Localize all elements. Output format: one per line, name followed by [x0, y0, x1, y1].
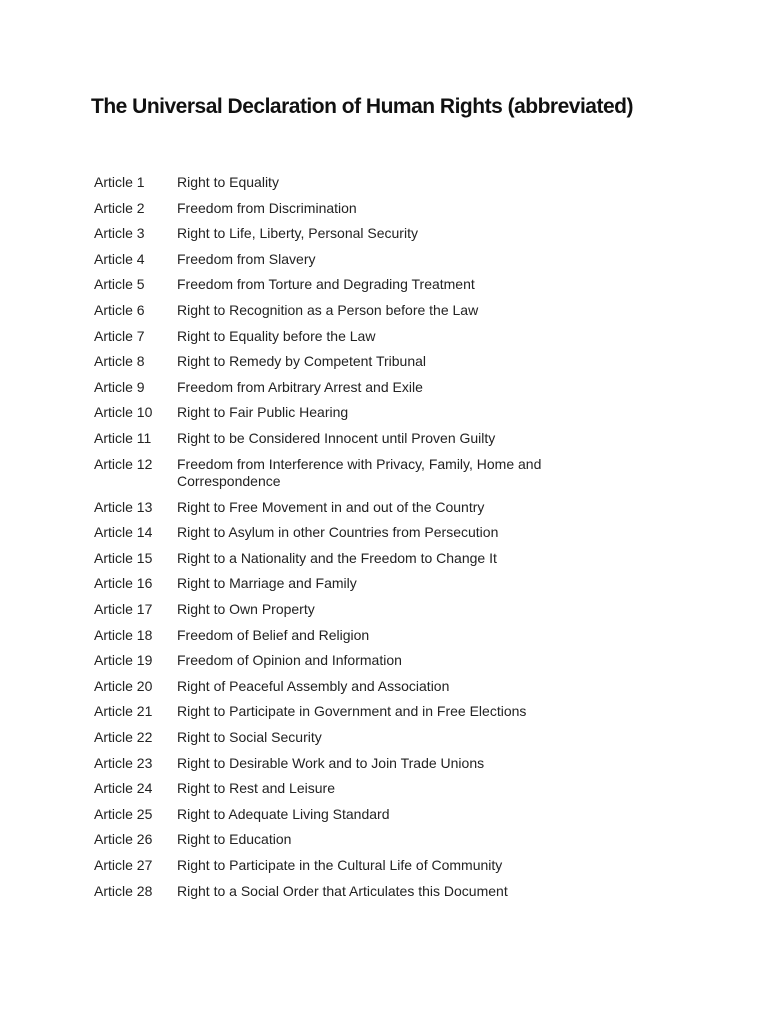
article-right: Right to be Considered Innocent until Proven Guilty — [177, 429, 496, 446]
article-row — [94, 404, 714, 422]
article-right: Freedom from Arbitrary Arrest and Exile — [177, 378, 423, 395]
article-row — [94, 353, 714, 371]
article-number: Article 25 — [94, 805, 153, 822]
article-number: Article 8 — [94, 353, 145, 370]
article-right: Right to Education — [177, 831, 292, 848]
article-number: Article 7 — [94, 327, 145, 344]
article-row — [94, 575, 714, 593]
article-row — [94, 601, 714, 619]
article-row — [94, 755, 714, 773]
article-number: Article 3 — [94, 225, 145, 242]
article-number: Article 5 — [94, 276, 145, 293]
article-right: Right to Fair Public Hearing — [177, 404, 349, 421]
article-row — [94, 225, 714, 243]
article-number: Article 16 — [94, 575, 153, 592]
article-right: Right to Equality before the Law — [177, 327, 376, 344]
article-right: Right to Adequate Living Standard — [177, 805, 390, 822]
article-list — [94, 174, 714, 908]
article-right: Right to Asylum in other Countries from Persecution — [177, 524, 499, 541]
article-row — [94, 729, 714, 747]
article-right: Right to Desirable Work and to Join Trade Unions — [177, 754, 485, 771]
article-number: Article 21 — [94, 703, 153, 720]
article-number: Article 22 — [94, 728, 153, 745]
article-row — [94, 276, 714, 294]
article-number: Article 2 — [94, 199, 145, 216]
article-row — [94, 174, 714, 192]
article-number: Article 1 — [94, 174, 145, 190]
article-number: Article 10 — [94, 404, 153, 421]
article-number: Article 9 — [94, 378, 145, 395]
article-row — [94, 200, 714, 218]
article-row — [94, 251, 714, 269]
article-row — [94, 831, 714, 849]
article-row — [94, 524, 714, 542]
article-row — [94, 883, 714, 901]
article-right: Right to Marriage and Family — [177, 575, 357, 592]
article-number: Article 18 — [94, 626, 153, 643]
article-right: Right to Own Property — [177, 601, 315, 617]
article-right: Freedom from Interference with Privacy, Family, Home and Correspondence — [177, 455, 542, 490]
article-row — [94, 302, 714, 320]
article-right: Right to Participate in Government and in Free Elections — [177, 703, 527, 720]
article-row — [94, 328, 714, 346]
article-number: Article 26 — [94, 831, 153, 848]
article-right: Right to a Social Order that Articulates this Document — [177, 882, 508, 899]
article-row — [94, 857, 714, 875]
article-row — [94, 499, 714, 517]
article-right: Right of Peaceful Assembly and Association — [177, 677, 450, 694]
article-right: Right to Equality — [177, 174, 279, 190]
article-right: Freedom of Opinion and Information — [177, 652, 402, 669]
article-row — [94, 806, 714, 824]
article-number: Article 11 — [94, 429, 152, 446]
article-row — [94, 627, 714, 645]
article-right: Right to Rest and Leisure — [177, 780, 335, 797]
article-row — [94, 379, 714, 397]
article-number: Article 20 — [94, 677, 153, 694]
article-row — [94, 678, 714, 696]
article-row — [94, 430, 714, 448]
article-number: Article 17 — [94, 601, 153, 617]
article-number: Article 6 — [94, 301, 145, 318]
article-number: Article 14 — [94, 524, 153, 541]
article-row — [94, 780, 714, 798]
article-row — [94, 652, 714, 670]
article-number: Article 12 — [94, 455, 153, 472]
document-title: The Universal Declaration of Human Rights (abbreviated) — [91, 95, 633, 118]
article-number: Article 4 — [94, 250, 145, 267]
article-right: Right to Participate in the Cultural Life of Community — [177, 856, 503, 873]
article-right: Right to Remedy by Competent Tribunal — [177, 353, 427, 370]
article-right: Right to Social Security — [177, 728, 322, 745]
article-number: Article 19 — [94, 652, 153, 669]
article-row — [94, 456, 714, 491]
article-number: Article 28 — [94, 882, 153, 899]
article-row — [94, 550, 714, 568]
article-right: Freedom from Torture and Degrading Treatment — [177, 276, 475, 293]
article-number: Article 23 — [94, 754, 153, 771]
article-number: Article 24 — [94, 780, 153, 797]
article-right: Freedom from Slavery — [177, 250, 316, 267]
article-right: Right to a Nationality and the Freedom to Change It — [177, 549, 497, 566]
article-number: Article 27 — [94, 856, 153, 873]
article-row — [94, 703, 714, 721]
article-right: Freedom from Discrimination — [177, 199, 357, 216]
article-number: Article 13 — [94, 498, 153, 515]
article-right: Right to Recognition as a Person before the Law — [177, 301, 479, 318]
article-right: Freedom of Belief and Religion — [177, 626, 370, 643]
article-right: Right to Life, Liberty, Personal Security — [177, 225, 418, 242]
article-number: Article 15 — [94, 549, 153, 566]
article-right: Right to Free Movement in and out of the Country — [177, 498, 485, 515]
